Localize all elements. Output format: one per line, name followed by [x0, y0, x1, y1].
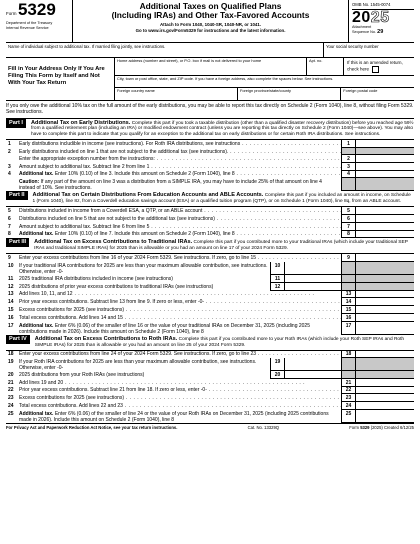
address-block — [6, 58, 414, 101]
address-fields — [115, 58, 414, 100]
form-line-row — [6, 402, 414, 410]
line-description — [19, 351, 341, 359]
leader-dots — [149, 224, 341, 230]
line-box-label: 18 — [341, 351, 355, 359]
apt-label: Apt. no. — [309, 58, 323, 63]
goto-instruction: Go to www.irs.gov/Form5329 for instructions and the latest information. — [135, 27, 286, 33]
form-id-block — [6, 0, 73, 42]
line-box-shaded — [341, 358, 355, 371]
address-row-foreign — [115, 88, 414, 100]
line-text: Amount subject to additional tax. Subtract line 6 from line 5 — [19, 223, 150, 230]
line-amount-input[interactable] — [355, 140, 414, 148]
line-description — [19, 215, 341, 223]
line-box-label: 13 — [341, 291, 355, 299]
line-box-label — [341, 148, 355, 155]
line-text: Total excess contributions. Add lines 22 and 23 — [19, 403, 123, 410]
line-description — [19, 314, 341, 322]
line-number: 1 — [8, 141, 11, 148]
line-number: 10 — [8, 262, 14, 269]
form-line-row — [6, 371, 414, 379]
part-2-lines — [6, 207, 414, 238]
footer-form-word: Form — [349, 424, 360, 430]
form-title-line1: Additional Taxes on Qualified Plans — [139, 1, 282, 11]
foreign-province-field[interactable] — [238, 88, 341, 100]
line-amount-input[interactable] — [355, 223, 414, 231]
line-amount-shaded — [355, 283, 414, 291]
line-number — [6, 178, 19, 191]
line-description — [19, 322, 341, 335]
line-number: 18 — [8, 351, 14, 358]
line-number: 17 — [8, 322, 14, 329]
city-label: City, town or post office, state, and ZIP code. If you have a foreign address, also complete the spaces below. See instructions. — [117, 75, 334, 81]
line-amount-shaded — [355, 275, 414, 283]
form-line-row — [6, 262, 414, 275]
line-text: Additional tax. Enter 10% (0.10) of line 3. Include this amount on Schedule 2 (Form 1040), line 8 — [19, 171, 235, 178]
line-text: Prior year excess contributions. Subtract line 21 from line 18. If zero or less, enter -0- — [19, 387, 207, 394]
line-box-label: 23 — [341, 394, 355, 402]
footer-cat-number: Cat. No. 13329Q — [247, 424, 280, 430]
form-line-row — [6, 306, 414, 314]
foreign-country-field[interactable] — [115, 88, 238, 100]
line-box-label: 22 — [341, 387, 355, 395]
line-box-label: 9 — [341, 254, 355, 262]
part-3-lines — [6, 254, 414, 334]
line-text: Additional tax. Enter 6% (0.06) of the smaller of line 16 or the value of your traditional IRAs on December 31, 2025 (including 2025 contributions made in 2026). Include this amount on Schedule 2 (Form 1040), line 8 — [19, 322, 310, 335]
name-row — [6, 43, 414, 58]
part-2-text — [33, 191, 414, 206]
line-text: Distributions included in income from a Coverdell ESA, a QTP, or an ABLE account — [19, 208, 203, 214]
line-description — [19, 387, 341, 395]
part-3-text — [34, 238, 414, 253]
line-number: 25 — [8, 410, 14, 417]
leader-dots — [207, 387, 341, 393]
line-amount-shaded — [355, 371, 414, 379]
line-amount-input[interactable] — [355, 298, 414, 306]
form-line-row — [6, 351, 414, 359]
part-4-tag: Part IV — [6, 335, 30, 344]
line-amount-input[interactable] — [284, 371, 341, 379]
line-box-shaded — [341, 371, 355, 379]
line-description — [19, 231, 341, 239]
leader-dots — [240, 141, 341, 147]
amended-label: If this is an amended return, check here — [347, 60, 403, 72]
tax-year — [352, 10, 414, 25]
line-box-label: 2 — [341, 155, 355, 163]
ssn-field[interactable] — [323, 43, 414, 57]
form-line-row — [6, 283, 414, 291]
form-line-row — [6, 358, 414, 371]
leader-dots — [63, 380, 305, 386]
line-amount-shaded — [355, 178, 414, 191]
line-number: 22 — [8, 387, 14, 394]
line-description — [19, 402, 341, 410]
part-4-header — [6, 335, 414, 351]
form-line-row — [6, 379, 414, 387]
form-line-row — [6, 314, 414, 322]
line-box-label: 17 — [341, 322, 355, 335]
foreign-postal-label: Foreign postal code — [343, 88, 378, 94]
line-text: Total excess contributions. Add lines 14 and 15 — [19, 314, 123, 321]
line-amount-input[interactable] — [355, 402, 414, 410]
line-box-label: 25 — [341, 410, 355, 423]
line-number: 4 — [8, 171, 11, 178]
leader-dots — [149, 164, 341, 170]
line-box-label: 3 — [341, 163, 355, 171]
address-row-home — [115, 58, 414, 76]
form-5329-page — [6, 0, 414, 430]
form-number: 5329 — [17, 0, 56, 19]
leader-dots — [123, 315, 341, 321]
tax-year-outline: 25 — [370, 9, 390, 27]
line-text: 2025 traditional IRA distributions included in income (see instructions) — [19, 275, 173, 282]
line-text: 2025 distributions of prior year excess contributions to traditional IRAs (see instructions) — [19, 283, 214, 290]
line-amount-shaded — [355, 148, 414, 155]
line-amount-input[interactable] — [284, 283, 341, 291]
form-line-row — [6, 410, 414, 423]
form-footer — [6, 423, 414, 430]
leader-dots — [123, 403, 341, 409]
line-description — [19, 155, 341, 163]
attachment-sequence — [352, 25, 414, 35]
line-box-label: 8 — [341, 231, 355, 239]
line-text: Early distributions includible in income (see instructions). For Roth IRA distributions, see instructions — [19, 141, 241, 148]
line-number: 14 — [8, 299, 14, 306]
line-text: Enter the appropriate exception number from the instructions: — [19, 155, 155, 162]
line-box-label: 16 — [341, 314, 355, 322]
amended-return-cell — [344, 58, 414, 75]
line-box-label — [341, 178, 355, 191]
part-1-lines — [6, 140, 414, 191]
line-text: If your traditional IRA contributions for 2025 are less than your maximum allowable contribution, see instructions. Otherwise, enter -0- — [19, 262, 268, 275]
line-text: Caution: If any part of the amount on line 3 was a distribution from a SIMPLE IRA, you may have to include 25% of that amount on line 4 instead of 10%. See instructions. — [19, 179, 322, 192]
line-description — [19, 163, 341, 171]
form-line-row — [6, 223, 414, 231]
form-line-row — [6, 387, 414, 395]
line-text: Enter your excess contributions from line 24 of your 2024 Form 5329. See instructions. If zero, go to line 23 — [19, 351, 257, 358]
apt-field[interactable] — [307, 58, 344, 75]
line-description — [19, 371, 270, 379]
line-amount-input[interactable] — [355, 231, 414, 239]
line-description — [19, 178, 341, 191]
form-line-row — [6, 275, 414, 283]
line-number: 16 — [8, 314, 14, 321]
line-box-label: 24 — [341, 402, 355, 410]
leader-dots — [215, 216, 341, 222]
form-line-row — [6, 155, 414, 163]
line-text: Enter your excess contributions from line 16 of your 2024 Form 5329. See instructions. If zero, go to line 15 — [19, 255, 257, 262]
line-text: Prior year excess contributions. Subtract line 13 from line 9. If zero or less, enter -0- — [19, 299, 205, 306]
line-text: Additional tax. Enter 10% (0.10) of line 7. Include this amount on Schedule 2 (Form 1040), line 8 — [19, 231, 235, 238]
leader-dots — [73, 291, 315, 297]
line-amount-input[interactable] — [355, 254, 414, 262]
line-box-label: 20 — [270, 371, 284, 379]
leader-dots — [256, 255, 341, 261]
line-amount-shaded — [355, 262, 414, 275]
line-number: 2 — [8, 149, 11, 156]
line-box-label: 4 — [341, 171, 355, 179]
line-number: 9 — [8, 255, 11, 262]
foreign-postal-field[interactable] — [341, 88, 414, 100]
line-box-shaded — [341, 275, 355, 283]
leader-dots — [256, 351, 341, 357]
line-amount-input[interactable] — [355, 351, 414, 359]
line-amount-input[interactable] — [355, 379, 414, 387]
line-description — [19, 358, 270, 371]
line-box-label: 10 — [270, 262, 284, 275]
line-text: Excess contributions for 2025 (see instructions) — [19, 395, 125, 402]
department — [6, 21, 72, 30]
line-text: Additional tax. Enter 6% (0.06) of the smaller of line 24 or the value of your Roth IRAs on December 31, 2025 (including 2025 contributions made in 2026). Include this amount on Schedule 2 (Form 1040), line 8 — [19, 410, 329, 423]
line-amount-input[interactable] — [355, 410, 414, 423]
line-amount-shaded — [355, 358, 414, 371]
line-amount-input[interactable] — [355, 155, 414, 163]
form-line-row — [6, 140, 414, 148]
line-number: 13 — [8, 291, 14, 298]
part-3-title: Additional Tax on Excess Contributions to Traditional IRAs. — [34, 239, 193, 246]
form-title-line2: (Including IRAs) and Other Tax-Favored Accounts — [111, 9, 310, 20]
line-number: 24 — [8, 403, 14, 410]
line-number: 23 — [8, 395, 14, 402]
foreign-province-label: Foreign province/state/county — [239, 88, 291, 94]
footer-form-id — [349, 425, 414, 430]
part-1-title: Additional Tax on Early Distributions. — [31, 119, 131, 126]
leader-dots — [155, 156, 341, 162]
form-line-row — [6, 207, 414, 215]
line-description — [19, 291, 341, 299]
line-text: If your Roth IRA contributions for 2025 are less than your maximum allowable contribution, see instructions. Otherwise, enter -0- — [19, 359, 257, 372]
leader-dots — [202, 208, 341, 214]
line-amount-input[interactable] — [355, 314, 414, 322]
line-text: Excess contributions for 2025 (see instructions) — [19, 306, 125, 313]
line-description — [19, 275, 270, 283]
form-line-row — [6, 394, 414, 402]
form-line-row — [6, 163, 414, 171]
line-description — [19, 394, 341, 402]
line-description — [19, 140, 341, 148]
part-3-header — [6, 238, 414, 254]
line-box-label: 14 — [341, 298, 355, 306]
sequence-label: Sequence No. — [352, 30, 377, 35]
line-description — [19, 207, 341, 215]
footer-form-revision: (2025) Created 6/12/25 — [370, 424, 414, 430]
line-number: 6 — [8, 215, 11, 222]
part-3-tag: Part III — [6, 238, 29, 247]
part-1-tag: Part I — [6, 119, 26, 128]
dept-treasury: Department of the Treasury — [6, 21, 53, 26]
part-4-lines — [6, 351, 414, 423]
form-line-row — [6, 298, 414, 306]
leader-dots — [124, 395, 341, 401]
dept-irs: Internal Revenue Service — [6, 25, 49, 30]
part-2-tag: Part II — [6, 191, 28, 200]
part-2-description: Complete this part if you included an amount in income, on Schedule 1 (Form 1040), line 8z, from a Coverdell education savings account (ESA) or a qualified tuition program (QTP), or on Schedule 1 (Form 1040), line 8q, from an ABLE account. — [32, 193, 411, 205]
line-amount-input[interactable] — [355, 322, 414, 335]
line-amount-input[interactable] — [284, 262, 341, 275]
line-description — [19, 254, 341, 262]
line-box-shaded — [341, 262, 355, 275]
line-description — [19, 262, 270, 275]
form-title-block — [73, 0, 348, 42]
form-line-row — [6, 322, 414, 335]
part-4-title: Additional Tax on Excess Contributions to Roth IRAs. — [34, 335, 178, 342]
leader-dots — [235, 231, 341, 237]
omb-number: OMB No. 1545-0074 — [352, 0, 414, 10]
line-description — [19, 410, 341, 423]
form-word: Form — [6, 11, 17, 16]
part-3-description: Complete this part if you contributed more to your traditional IRAs (which include your traditional SEP IRAs and traditional SIMPLE IRAs) for 2025 than is allowable or you had an amount on line 17 of your 2024 Form 5329. — [34, 240, 408, 252]
line-description — [19, 171, 341, 179]
line-box-label: 6 — [341, 215, 355, 223]
line-number — [6, 155, 19, 163]
leader-dots — [204, 299, 341, 305]
part-4-description: Complete this part if you contributed more to your Roth IRAs (which include your Roth SEP IRAs and Roth SIMPLE IRAs) for 2025 than is allowable or you had an amount on line 25 of your 2024 Form 5329. — [34, 336, 405, 348]
line-number: 21 — [8, 379, 14, 386]
line-description — [19, 283, 270, 291]
leader-dots — [235, 171, 341, 177]
part-2-title: Additional Tax on Certain Distributions From Education Accounts and ABLE Accounts. — [32, 192, 264, 199]
line-box-label: 7 — [341, 223, 355, 231]
home-address-field[interactable] — [115, 58, 307, 75]
form-line-row — [6, 291, 414, 299]
line-box-label: 21 — [341, 379, 355, 387]
footer-form-number: 5329 — [360, 424, 370, 430]
name-field[interactable] — [6, 43, 323, 57]
foreign-country-label: Foreign country name — [117, 88, 155, 94]
name-field-label: Name of individual subject to additional tax. If married filing jointly, see instructions. — [8, 44, 166, 49]
line-number: 7 — [8, 223, 11, 230]
line-description — [19, 148, 341, 155]
line-box-label: 15 — [341, 306, 355, 314]
line-text: Add lines 19 and 20 — [19, 379, 64, 386]
line-amount-input[interactable] — [355, 306, 414, 314]
part-1-description: Complete this part if you took a taxable distribution (other than a qualified disaster recovery distribution) before you reached age 59½ from a qualified retirement plan (including an IRA) or modified endowment contract (unless you are reporting this tax directly on Schedule 2 (Form 1040)—see above). You may also have to complete this part to indicate that you qualify for an exception to the additional tax on early distributions or for certain Roth IRA distributions. See instructions. — [31, 120, 414, 138]
part-4-text — [35, 335, 414, 350]
line-text: 2025 distributions from your Roth IRAs (see instructions) — [19, 371, 145, 378]
line-description — [19, 223, 341, 231]
line-amount-input[interactable] — [355, 163, 414, 171]
line-number: 3 — [8, 163, 11, 170]
part-1-header — [6, 119, 414, 141]
line-description — [19, 298, 341, 306]
line-amount-input[interactable] — [284, 275, 341, 283]
part-2-header — [6, 191, 414, 207]
line-box-label: 5 — [341, 207, 355, 215]
line-amount-input[interactable] — [355, 387, 414, 395]
attachment-label: Attachment — [352, 25, 372, 30]
line-box-label: 11 — [270, 275, 284, 283]
home-address-label: Home address (number and street), or P.O. box if mail is not delivered to your home — [117, 58, 262, 63]
form-header — [6, 0, 414, 43]
line-number: 5 — [8, 208, 11, 214]
footer-privacy-notice: For Privacy Act and Paperwork Reduction Act Notice, see your tax return instructions. — [6, 424, 178, 430]
address-side-label: Fill in Your Address Only If You Are Filing This Form by Itself and Not With Your Tax Return — [6, 58, 115, 100]
city-field[interactable] — [115, 76, 414, 88]
part-1-text — [31, 119, 414, 140]
line-number: 12 — [8, 283, 14, 290]
line-box-label: 19 — [270, 358, 284, 371]
leader-dots — [124, 307, 341, 313]
line-amount-input[interactable] — [355, 207, 414, 215]
form-line-row — [6, 148, 414, 155]
line-description — [19, 306, 341, 314]
line-text: Distributions included on line 5 that are not subject to the additional tax (see instructions) — [19, 215, 215, 222]
line-text: Early distributions included on line 1 that are not subject to the additional tax (see instructions). — [19, 149, 229, 156]
line-amount-input[interactable] — [284, 358, 341, 371]
line-amount-input[interactable] — [355, 215, 414, 223]
sequence-number: 29 — [377, 29, 384, 36]
form-line-row — [6, 231, 414, 239]
line-amount-input[interactable] — [355, 394, 414, 402]
form-line-row — [6, 254, 414, 262]
tax-year-solid: 20 — [352, 9, 371, 27]
line-amount-input[interactable] — [355, 291, 414, 299]
amended-checkbox[interactable] — [372, 66, 379, 73]
line-box-shaded — [341, 283, 355, 291]
line-description — [19, 379, 341, 387]
address-row-city — [115, 76, 414, 89]
line-number: 20 — [8, 371, 14, 378]
line-number: 11 — [8, 275, 14, 282]
form-line-row — [6, 178, 414, 191]
line-box-label: 12 — [270, 283, 284, 291]
line-number: 8 — [8, 231, 11, 238]
line-amount-input[interactable] — [355, 171, 414, 179]
ssn-field-label: Your social security number — [326, 44, 379, 49]
form-line-row — [6, 171, 414, 179]
omb-block — [348, 0, 414, 42]
line-number: 19 — [8, 359, 14, 366]
attach-instruction: Attach to Form 1040, 1040-SR, 1040-NR, or 1041. — [159, 21, 262, 27]
line-number: 15 — [8, 306, 14, 313]
line-text: Amount subject to additional tax. Subtract line 2 from line 1 — [19, 163, 150, 170]
form-line-row — [6, 215, 414, 223]
intro-text: If you only owe the additional 10% tax on the full amount of the early distributions, you may be able to report this tax directly on Schedule 2 (Form 1040), line 8, without filing Form 5329. See instructions. — [6, 101, 414, 119]
line-text: Add lines 10, 11, and 12 — [19, 291, 73, 298]
line-box-label: 1 — [341, 140, 355, 148]
